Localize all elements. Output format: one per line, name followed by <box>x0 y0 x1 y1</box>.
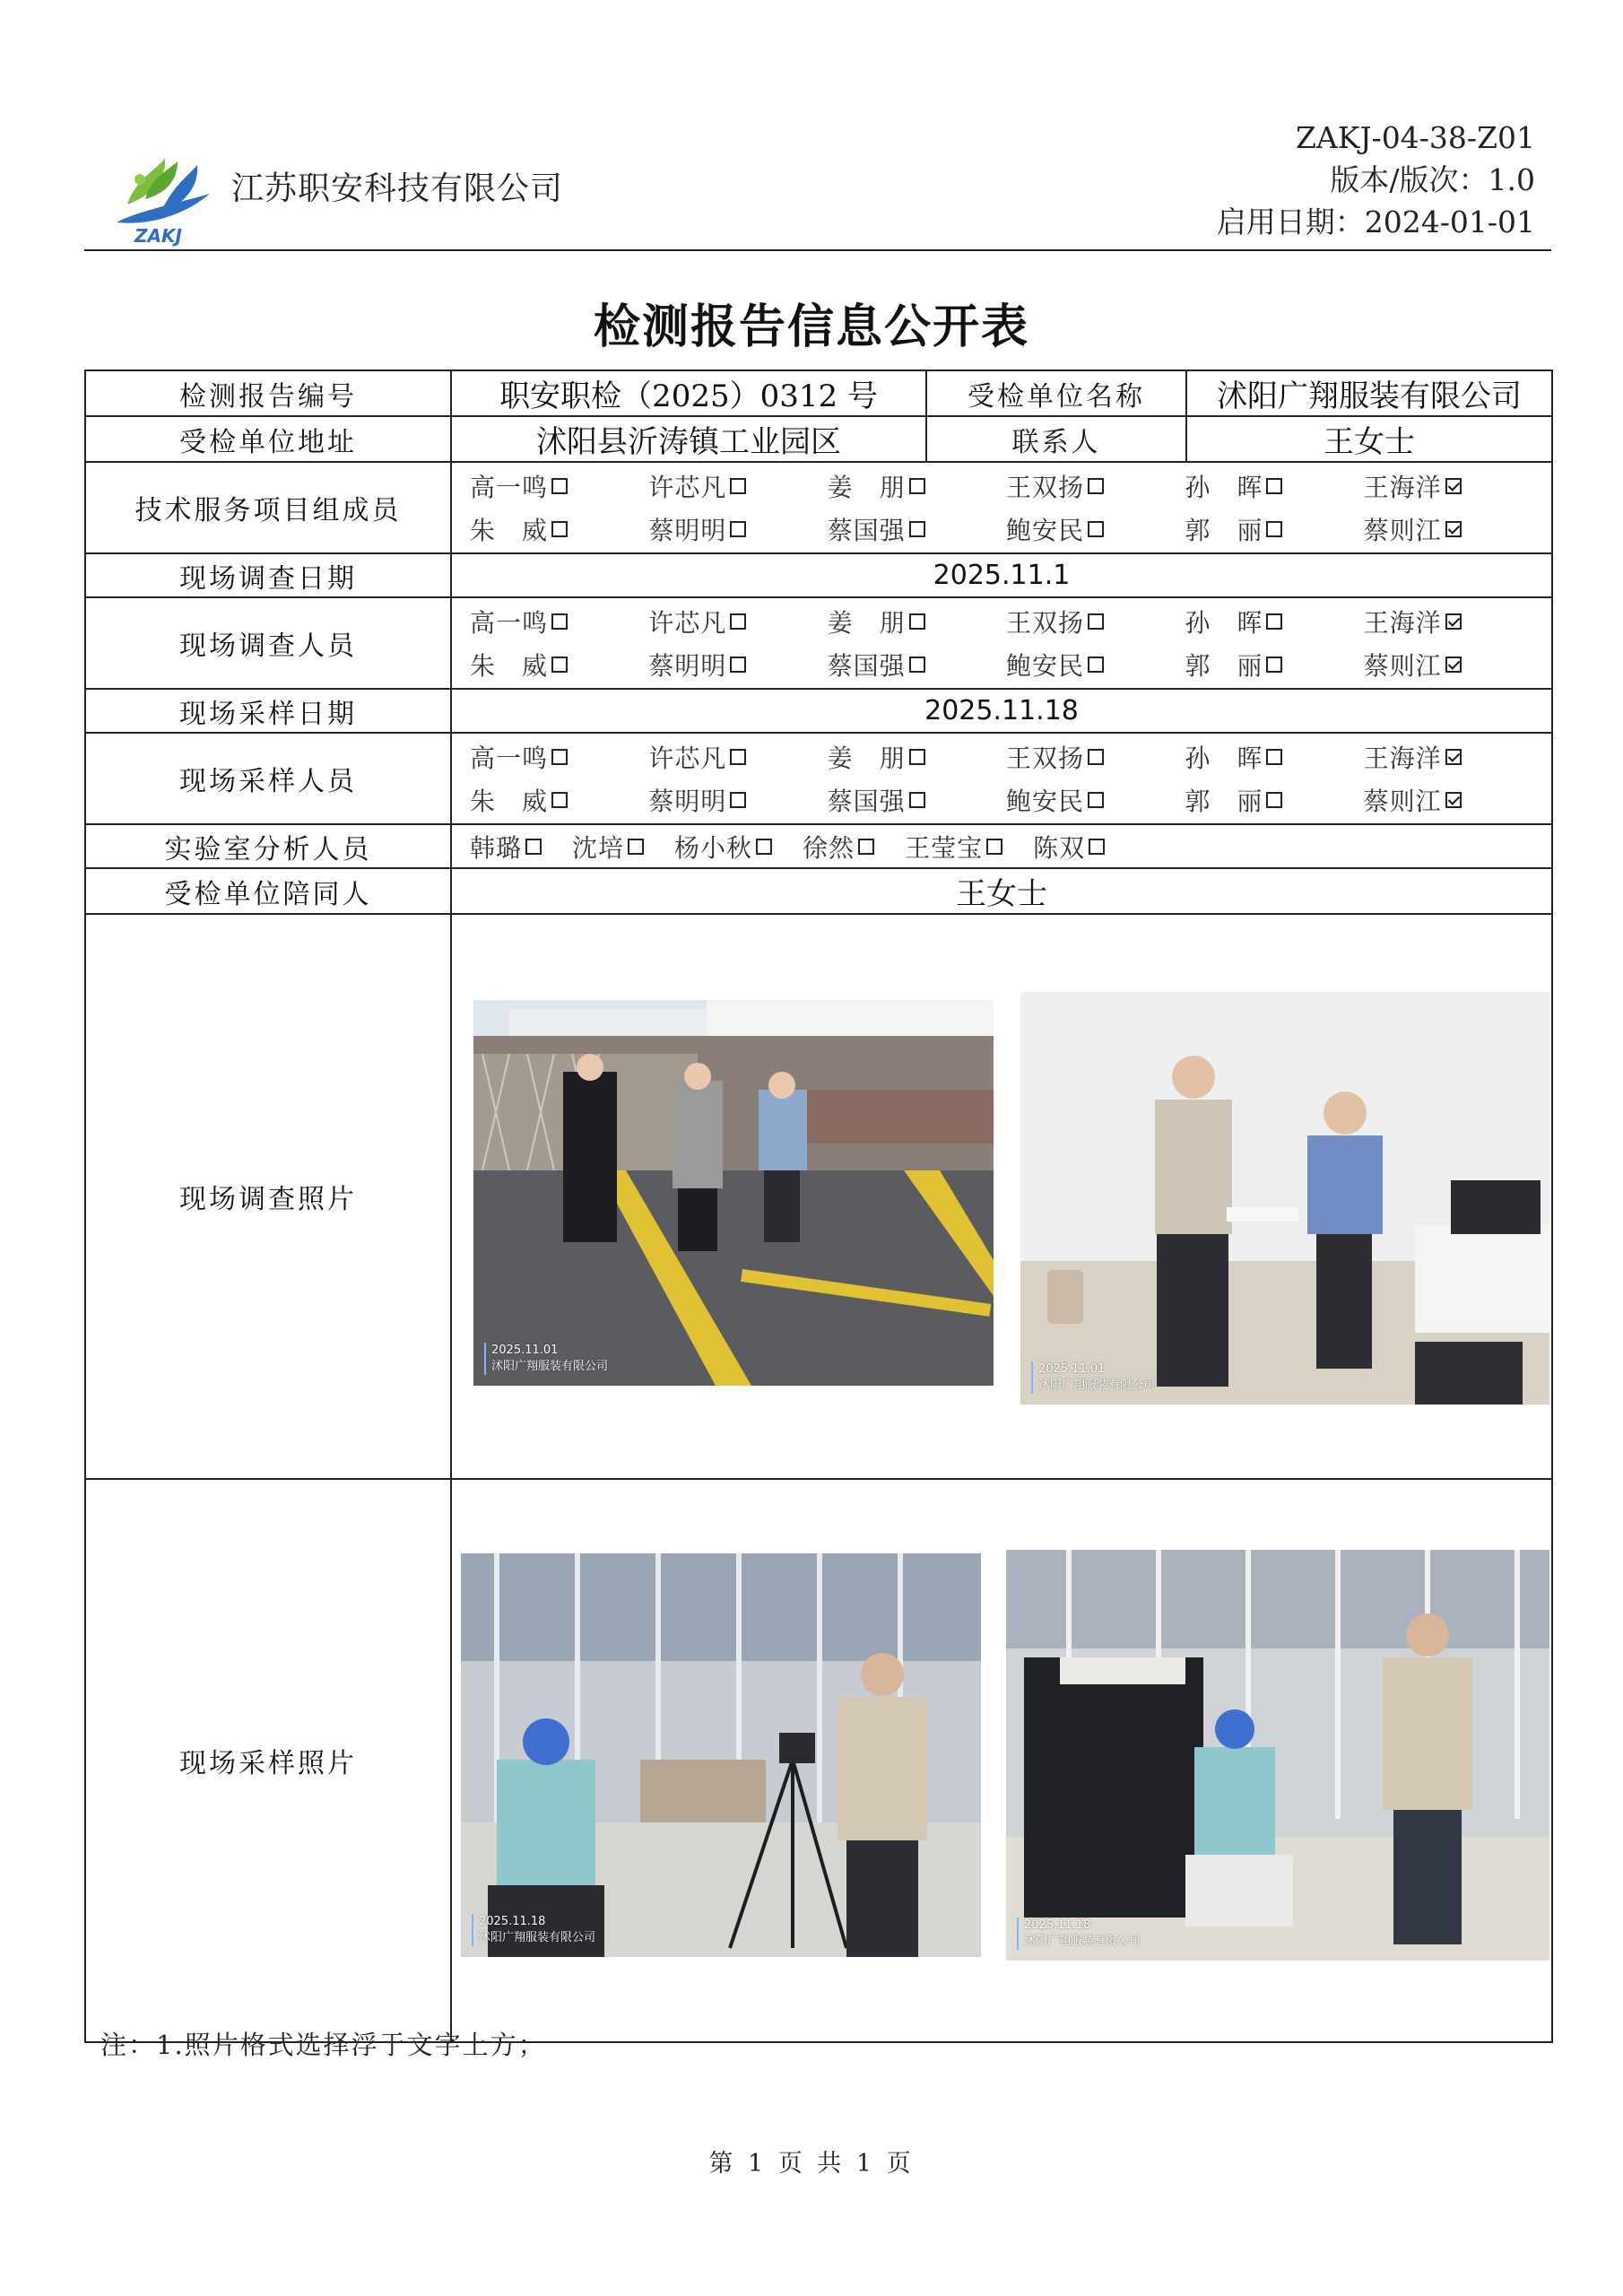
company-logo-icon <box>109 142 217 248</box>
staff-name: 高一鸣 <box>470 744 549 773</box>
footnote: 注：1.照片格式选择浮于文字上方； <box>100 2030 546 2060</box>
staff-name: 朱 威 <box>470 516 549 545</box>
checkbox-empty-icon[interactable] <box>1088 478 1104 494</box>
survey-photo-office-image <box>1020 992 1549 1405</box>
staff-entry <box>828 782 1006 818</box>
document-meta <box>1217 117 1535 243</box>
staff-name: 王双扬 <box>1005 744 1084 773</box>
checkbox-empty-icon[interactable] <box>525 839 542 855</box>
staff-entry <box>1364 468 1542 504</box>
staff-entry <box>828 739 1006 775</box>
survey-staff-label: 现场调查人员 <box>85 597 451 689</box>
checkbox-empty-icon[interactable] <box>1266 613 1282 630</box>
contact-value: 王女士 <box>1186 416 1552 462</box>
report-no-label: 检测报告编号 <box>85 370 451 416</box>
photo-caption: 沭阳广翔服装有限公司 <box>479 1931 596 1944</box>
checkbox-empty-icon[interactable] <box>1088 749 1104 765</box>
staff-entry <box>1185 604 1363 639</box>
sampling-date-value: 2025.11.18 <box>451 689 1552 733</box>
staff-name: 蔡国强 <box>827 651 906 681</box>
lab-label: 实验室分析人员 <box>85 824 451 868</box>
staff-entry <box>572 829 644 865</box>
staff-name: 许芯凡 <box>648 744 727 773</box>
staff-entry <box>648 604 827 639</box>
contact-label: 联系人 <box>926 416 1186 462</box>
checkbox-checked-icon[interactable] <box>1445 521 1462 537</box>
staff-name: 徐然 <box>803 832 855 863</box>
staff-name: 鲍安民 <box>1005 651 1084 681</box>
sampling-photo-garments <box>1006 1550 1549 1961</box>
sampling-photo-tripod-image <box>461 1553 981 1957</box>
checkbox-empty-icon[interactable] <box>1266 478 1282 494</box>
checkbox-empty-icon[interactable] <box>551 478 568 494</box>
staff-entry <box>1006 739 1185 775</box>
survey-staff <box>451 597 1552 689</box>
staff-name: 蔡国强 <box>827 516 906 545</box>
staff-name: 孙 晖 <box>1185 608 1263 638</box>
staff-entry <box>1185 782 1363 818</box>
photo-caption: 沭阳广翔服装有限公司 <box>491 1360 609 1373</box>
team-label: 技术服务项目组成员 <box>85 462 451 553</box>
staff-entry <box>1006 468 1185 504</box>
checkbox-checked-icon[interactable] <box>1445 749 1462 765</box>
survey-photo-gate-image <box>473 1000 994 1386</box>
staff-name: 姜 朋 <box>827 473 906 502</box>
doc-code: ZAKJ-04-38-Z01 <box>1296 120 1535 155</box>
checkbox-empty-icon[interactable] <box>1266 749 1282 765</box>
staff-entry <box>648 468 827 504</box>
staff-entry <box>470 647 648 683</box>
staff-name: 姜 朋 <box>827 608 906 638</box>
staff-entry <box>905 829 1002 865</box>
staff-entry <box>1364 739 1542 775</box>
staff-entry <box>1006 782 1185 818</box>
staff-entry <box>470 604 648 639</box>
checkbox-empty-icon[interactable] <box>551 749 568 765</box>
client-name-label: 受检单位名称 <box>926 370 1186 416</box>
photo-date: 2025.11.18 <box>479 1915 546 1928</box>
checkbox-empty-icon[interactable] <box>1088 792 1104 808</box>
staff-name: 朱 威 <box>470 787 549 816</box>
survey-date-value: 2025.11.1 <box>451 553 1552 597</box>
staff-entry <box>828 511 1006 547</box>
staff-name: 鲍安民 <box>1005 787 1084 816</box>
doc-version: 版本/版次：1.0 <box>1330 162 1535 197</box>
photo-date: 2025.11.18 <box>1024 1918 1091 1932</box>
team-member-list <box>452 463 1551 552</box>
staff-name: 蔡明明 <box>648 516 727 545</box>
checkbox-empty-icon[interactable] <box>858 839 874 855</box>
checkbox-empty-icon[interactable] <box>730 613 746 630</box>
lab-staff <box>451 824 1552 868</box>
staff-name: 陈双 <box>1033 832 1086 863</box>
checkbox-empty-icon[interactable] <box>909 749 925 765</box>
staff-name: 王莹宝 <box>905 832 984 863</box>
checkbox-empty-icon[interactable] <box>1266 792 1282 808</box>
sampling-photo-2-stamp <box>1017 1918 1141 1950</box>
staff-entry <box>1185 647 1363 683</box>
staff-entry <box>1364 647 1542 683</box>
staff-name: 郭 丽 <box>1185 651 1263 681</box>
photo-caption: 沭阳广翔服装有限公司 <box>1038 1378 1156 1392</box>
sampling-photos-cell <box>451 1479 1552 2042</box>
staff-entry <box>648 782 827 818</box>
staff-entry <box>1006 511 1185 547</box>
checkbox-empty-icon[interactable] <box>730 478 746 494</box>
staff-entry <box>828 647 1006 683</box>
checkbox-empty-icon[interactable] <box>551 657 568 673</box>
survey-photos-cell <box>451 914 1552 1479</box>
checkbox-empty-icon[interactable] <box>909 792 925 808</box>
staff-entry <box>648 511 827 547</box>
checkbox-empty-icon[interactable] <box>909 521 925 537</box>
staff-entry <box>1364 604 1542 639</box>
staff-name: 蔡国强 <box>827 787 906 816</box>
staff-entry <box>1006 647 1185 683</box>
sampling-photo-1-stamp <box>472 1914 595 1946</box>
staff-entry <box>470 829 542 865</box>
survey-photo-gate <box>473 1000 994 1386</box>
report-no-value: 职安职检（2025）0312 号 <box>451 370 926 416</box>
checkbox-empty-icon[interactable] <box>730 657 746 673</box>
escort-value: 王女士 <box>451 868 1552 914</box>
staff-name: 王海洋 <box>1363 473 1442 502</box>
sampling-photo-tripod <box>461 1553 981 1957</box>
sampling-staff-label: 现场采样人员 <box>85 733 451 824</box>
checkbox-empty-icon[interactable] <box>986 839 1002 855</box>
staff-name: 孙 晖 <box>1185 473 1263 502</box>
staff-name: 杨小秋 <box>674 832 753 863</box>
staff-entry <box>1033 829 1105 865</box>
survey-photo-1-stamp <box>484 1343 608 1375</box>
checkbox-empty-icon[interactable] <box>1088 521 1104 537</box>
staff-entry <box>470 468 648 504</box>
company-name: 江苏职安科技有限公司 <box>231 170 564 207</box>
staff-name: 蔡则江 <box>1363 651 1442 681</box>
address-value: 沭阳县沂涛镇工业园区 <box>451 416 926 462</box>
staff-entry <box>1006 604 1185 639</box>
staff-name: 高一鸣 <box>470 473 549 502</box>
staff-name: 郭 丽 <box>1185 516 1263 545</box>
staff-name: 许芯凡 <box>648 473 727 502</box>
checkbox-checked-icon[interactable] <box>1445 613 1462 630</box>
page-number: 第 1 页 共 1 页 <box>708 2150 915 2178</box>
checkbox-empty-icon[interactable] <box>551 792 568 808</box>
checkbox-empty-icon[interactable] <box>628 839 644 855</box>
survey-staff-list <box>452 598 1551 688</box>
sampling-staff <box>451 733 1552 824</box>
checkbox-empty-icon[interactable] <box>909 657 925 673</box>
staff-name: 姜 朋 <box>827 744 906 773</box>
staff-entry <box>470 739 648 775</box>
checkbox-checked-icon[interactable] <box>1445 478 1462 494</box>
staff-name: 高一鸣 <box>470 608 549 638</box>
staff-name: 王双扬 <box>1005 608 1084 638</box>
sampling-photos-label: 现场采样照片 <box>85 1479 451 2042</box>
staff-entry <box>674 829 772 865</box>
staff-entry <box>648 739 827 775</box>
staff-entry <box>1364 511 1542 547</box>
staff-entry <box>1364 782 1542 818</box>
checkbox-empty-icon[interactable] <box>730 521 746 537</box>
staff-name: 王海洋 <box>1363 608 1442 638</box>
staff-entry <box>648 647 827 683</box>
staff-name: 蔡则江 <box>1363 516 1442 545</box>
survey-photo-office <box>1020 992 1549 1405</box>
staff-name: 王海洋 <box>1363 744 1442 773</box>
staff-name: 朱 威 <box>470 651 549 681</box>
checkbox-empty-icon[interactable] <box>1089 839 1105 855</box>
checkbox-empty-icon[interactable] <box>756 839 772 855</box>
photo-caption: 沭阳广翔服装有限公司 <box>1024 1935 1141 1948</box>
checkbox-checked-icon[interactable] <box>1445 792 1462 808</box>
checkbox-empty-icon[interactable] <box>551 613 568 630</box>
staff-name: 韩璐 <box>470 832 523 863</box>
page-title: 检测报告信息公开表 <box>593 300 1029 354</box>
checkbox-empty-icon[interactable] <box>909 478 925 494</box>
doc-effective-date: 启用日期：2024-01-01 <box>1216 204 1535 239</box>
checkbox-empty-icon[interactable] <box>730 792 746 808</box>
photo-date: 2025.11.01 <box>491 1344 559 1357</box>
escort-label: 受检单位陪同人 <box>85 868 451 914</box>
address-label: 受检单位地址 <box>85 416 451 462</box>
checkbox-empty-icon[interactable] <box>730 749 746 765</box>
staff-entry <box>470 782 648 818</box>
staff-name: 鲍安民 <box>1005 516 1084 545</box>
staff-entry <box>470 511 648 547</box>
staff-name: 孙 晖 <box>1185 744 1263 773</box>
staff-name: 蔡明明 <box>648 651 727 681</box>
staff-name: 蔡则江 <box>1363 787 1442 816</box>
survey-photo-2-stamp <box>1031 1361 1155 1394</box>
staff-name: 沈培 <box>572 832 625 863</box>
lab-staff-list <box>452 829 1551 865</box>
survey-date-label: 现场调查日期 <box>85 553 451 597</box>
checkbox-empty-icon[interactable] <box>909 613 925 630</box>
staff-name: 王双扬 <box>1005 473 1084 502</box>
checkbox-empty-icon[interactable] <box>1088 657 1104 673</box>
photo-date: 2025.11.01 <box>1038 1362 1106 1376</box>
staff-entry <box>1185 511 1363 547</box>
survey-photos-label: 现场调查照片 <box>85 914 451 1479</box>
sampling-photo-garments-image <box>1006 1550 1549 1961</box>
checkbox-checked-icon[interactable] <box>1445 657 1462 673</box>
report-info-table <box>84 370 1553 2043</box>
checkbox-empty-icon[interactable] <box>551 521 568 537</box>
staff-entry <box>803 829 874 865</box>
staff-name: 蔡明明 <box>648 787 727 816</box>
staff-name: 许芯凡 <box>648 608 727 638</box>
sampling-date-label: 现场采样日期 <box>85 689 451 733</box>
client-name-value: 沭阳广翔服装有限公司 <box>1186 370 1552 416</box>
staff-entry <box>1185 739 1363 775</box>
staff-name: 郭 丽 <box>1185 787 1263 816</box>
staff-entry <box>828 604 1006 639</box>
logo-text: ZAKJ <box>135 225 182 247</box>
checkbox-empty-icon[interactable] <box>1088 613 1104 630</box>
checkbox-empty-icon[interactable] <box>1266 657 1282 673</box>
staff-entry <box>828 468 1006 504</box>
document-header <box>84 117 1551 251</box>
team-members <box>451 462 1552 553</box>
staff-entry <box>1185 468 1363 504</box>
sampling-staff-list <box>452 734 1551 823</box>
checkbox-empty-icon[interactable] <box>1266 521 1282 537</box>
